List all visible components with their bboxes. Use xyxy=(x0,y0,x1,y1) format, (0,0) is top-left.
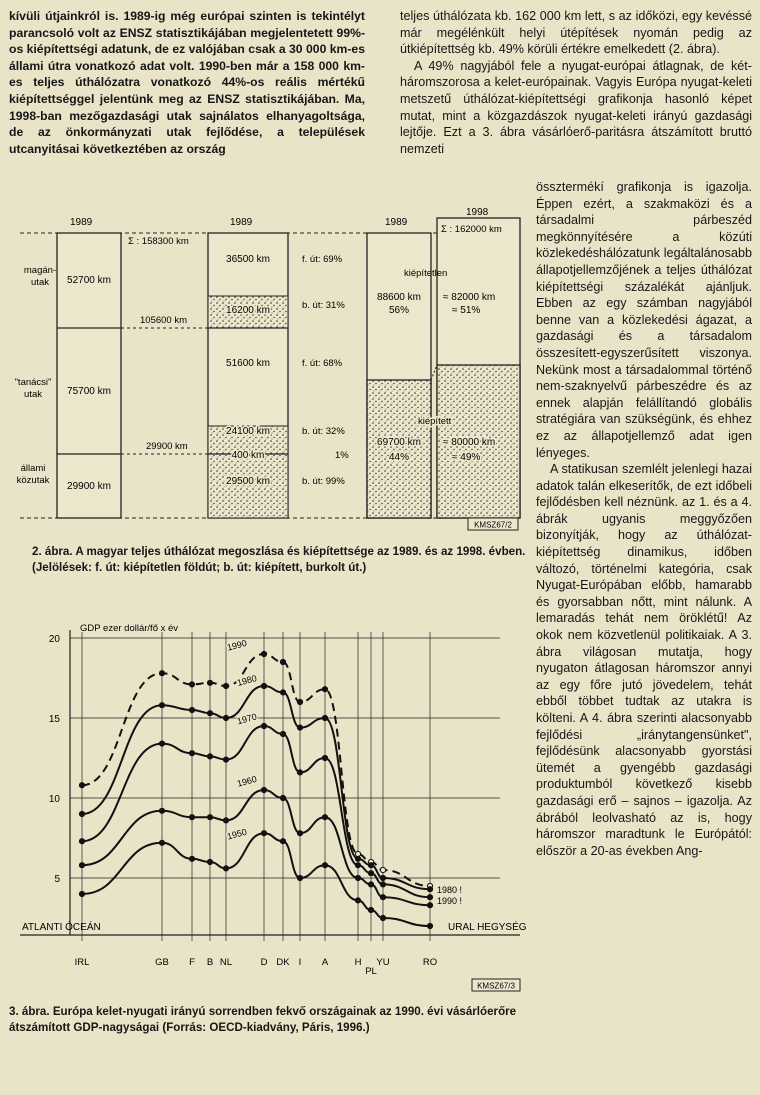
data-point-1950-D xyxy=(261,831,266,836)
x-tick-label: YU xyxy=(376,957,390,968)
y-axis-label: GDP ezer dollár/fő x év xyxy=(80,623,179,634)
data-point-1970-IRL xyxy=(79,839,84,844)
x-tick-label: RO xyxy=(422,957,438,968)
data-point-1970-D xyxy=(261,723,266,728)
data-point-1950-RO xyxy=(427,923,432,928)
x-tick-label: NL xyxy=(219,957,233,968)
data-point-1960-A xyxy=(322,815,327,820)
x-tick-label: IRL xyxy=(74,957,90,968)
right-axis-label: URAL HEGYSÉG xyxy=(448,922,527,933)
row-label-tanacsi: "tanácsi" xyxy=(14,377,52,388)
marker-29900: 29900 km xyxy=(146,441,188,452)
left-bar-tanacsi-value: 75700 km xyxy=(67,386,111,397)
end-label-1990: 1990 ! xyxy=(437,896,463,906)
mid-label-2: b. út: 31% xyxy=(302,300,345,311)
mid-label-6: b. út: 99% xyxy=(302,476,345,487)
data-point-1950-A xyxy=(322,863,327,868)
data-point-1970-I xyxy=(297,770,302,775)
data-point-1990-IRL xyxy=(79,783,84,788)
data-point-1980-YU xyxy=(380,875,385,880)
data-point-1960-H xyxy=(355,875,360,880)
right-1998-unpaved-km: ≈ 82000 km xyxy=(443,292,496,303)
left-column-top-text xyxy=(9,8,365,157)
label-kiepitett: kiépített xyxy=(418,416,452,427)
row-label-utak-2: utak xyxy=(24,389,42,400)
y-tick-label: 15 xyxy=(48,714,60,725)
x-tick-label: F xyxy=(189,957,195,968)
figure-3-gdp-chart xyxy=(0,605,530,1000)
data-point-1950-IRL xyxy=(79,891,84,896)
data-point-1970-RO xyxy=(427,895,432,900)
data-point-1960-B xyxy=(207,815,212,820)
data-point-1990-I xyxy=(297,699,302,704)
right-paragraph-3: A statikusan szemlélt jelenlegi hazai adatok talán elkeserítők, de ezt időbeli fejlődésben kell néznünk. az 1. és a 4. ábrák ugyanis meggyőzően bizonyítják, hogy az úthálózat-kiépítettség dinamikus, időben változó, történelmi kategória, csak Nyugat-Európában előbb, hamarabb és gyorsabban nőtt, mint nálunk. A lemaradás tehát nem öröklétű! Az okok nem közvetlenül politikaiak. A 3. ábra világosan mutatja, hogy nyugaton átlagosan háromszor annyi az egy főre jutó jövedelem, tehát ebből többet tudtak az utakra is költeni. A 4. ábra szerinti alacsonyabb fejlődési „iránytangensünket", fejlődésünk alacsonyabb gyorstási ütemét a gyengébb gazdasági produktumból következő kisebb gazdasági erő – sajnos – igazolja. Az ábrából leolvasható az is, hogy háromszor maradtunk le Európától: először a 20-as években Ang- xyxy=(536,462,752,858)
data-point-1950-I xyxy=(297,875,302,880)
data-point-1960-I xyxy=(297,831,302,836)
data-point-1980-NL xyxy=(223,715,228,720)
data-point-1980-DK xyxy=(280,690,285,695)
figure-2-road-network-diagram xyxy=(0,200,530,535)
left-paragraph: kívüli útjainkról is. 1989-ig még európai szinten is tekintélyt parancsoló volt az ENSZ statisztikájában megjelentetett 99%-os kiépítettségi adatunk, de ez valójában csak a 30 000 km-es állami útra vonatkozó adat volt. 1990-ben már a 158 000 km-es teljes úthálózatra vonatkozó 44%-os reális mértékű kiépítettséggel jelentünk meg az ENSZ statisztikájában. Ma, 1998-ban mezőgazdasági utak sajnálatos elhanyagoltsága, de az önkormányzati utak fejlődése, a települések utcanyitásai következtében az ország xyxy=(9,9,365,156)
right-column-narrow-text xyxy=(536,179,752,859)
year-label-right-1989: 1989 xyxy=(385,217,408,228)
data-point-1990-GB xyxy=(159,671,164,676)
right-column-top-text xyxy=(400,8,752,157)
mid-bar-value-3: 51600 km xyxy=(226,358,270,369)
sum-1998: Σ : 162000 km xyxy=(441,224,502,235)
data-point-1980-RO xyxy=(427,887,432,892)
data-point-1950-GB xyxy=(159,840,164,845)
data-point-1950-DK xyxy=(280,839,285,844)
mid-bar-value-1: 36500 km xyxy=(226,254,270,265)
data-point-1960-IRL xyxy=(79,863,84,868)
data-point-1980-F xyxy=(189,707,194,712)
series-label-1980: 1980 xyxy=(235,673,258,688)
left-bar-magan-value: 52700 km xyxy=(67,275,111,286)
chart-series xyxy=(79,651,432,928)
right-1998-unpaved-pct: ≈ 51% xyxy=(452,305,481,316)
data-point-1950-NL xyxy=(223,866,228,871)
x-tick-label: DK xyxy=(276,957,290,968)
data-point-1990-DK xyxy=(280,659,285,664)
data-point-1970-H xyxy=(355,863,360,868)
data-point-1970-A xyxy=(322,755,327,760)
data-point-1960-D xyxy=(261,787,266,792)
data-point-1970-PL xyxy=(368,871,373,876)
data-point-1990-D xyxy=(261,651,266,656)
data-point-1960-DK xyxy=(280,795,285,800)
right-1989-unpaved-km: 88600 km xyxy=(377,292,421,303)
data-point-1960-PL xyxy=(368,882,373,887)
mid-bar-value-4: 24100 km xyxy=(226,426,270,437)
figure-3-code: KMSZ67/3 xyxy=(477,981,515,991)
mid-label-3: f. út: 68% xyxy=(302,358,343,369)
data-point-1990-B xyxy=(207,680,212,685)
x-tick-label: I xyxy=(298,957,302,968)
data-point-1970-F xyxy=(189,751,194,756)
figure-2-caption: 2. ábra. A magyar teljes úthálózat megoszlása és kiépítettsége az 1989. és az 1998. évben. (Jelölések: f. út: kiépítetlen földút; b. út: kiépített, burkolt út.) xyxy=(32,545,526,574)
series-label-1960: 1960 xyxy=(235,773,258,789)
row-label-allami: állami xyxy=(20,463,46,474)
year-label-right-1998: 1998 xyxy=(466,207,489,218)
left-bar-allami-value: 29900 km xyxy=(67,481,111,492)
data-point-1970-B xyxy=(207,754,212,759)
x-tick-label: B xyxy=(206,957,214,968)
marker-105600: 105600 km xyxy=(140,315,188,326)
data-point-1980-PL xyxy=(368,863,373,868)
right-1998-paved-pct: ≈ 49% xyxy=(452,452,481,463)
mid-label-4: b. út: 32% xyxy=(302,426,345,437)
data-point-1960-YU xyxy=(380,895,385,900)
mid-bar-value-5: 400 km xyxy=(231,450,265,461)
data-point-1960-F xyxy=(189,815,194,820)
data-point-1980-B xyxy=(207,711,212,716)
data-point-1950-F xyxy=(189,856,194,861)
data-point-1980-H xyxy=(355,856,360,861)
row-label-kozutak: közutak xyxy=(16,475,50,486)
x-tick-label: PL xyxy=(365,966,377,977)
data-point-1970-NL xyxy=(223,757,228,762)
year-label-mid: 1989 xyxy=(230,217,253,228)
x-tick-label: H xyxy=(354,957,362,968)
data-point-1950-YU xyxy=(380,915,385,920)
data-point-1990-NL xyxy=(223,683,228,688)
right-1998-paved-km: ≈ 80000 km xyxy=(443,437,496,448)
right-paragraph-2-continued: össztermékí grafikonja is igazolja. Éppen ezért, a szakmaközi és a társadalmi párbeszéd megkönnyítésére a közúti közlekedéshálózatunk legáltalánosabb állapotjellemzőjének a teljes úthálózat kiépítettségi százalékát ajánljuk. Ebben az egy számban nagyjából benne van a közlekedési ágazat, a gazdasági és a társadalom összesített-egyszerűsített viszonya. Nekünk most a társadalommal történő nem-szaknyelvű párbeszédre és az ennek alapján felállítandó globális stratégiára van szükségünk, és ehhez ez az állapotjellemző adat igen lényeges. xyxy=(536,180,752,460)
data-point-1990-F xyxy=(189,682,194,687)
y-tick-label: 20 xyxy=(48,634,60,645)
data-point-1970-GB xyxy=(159,741,164,746)
data-point-1990-YU xyxy=(380,867,385,872)
end-label-1980: 1980 ! xyxy=(437,885,463,895)
data-point-1980-GB xyxy=(159,703,164,708)
y-tick-label: 10 xyxy=(48,794,60,805)
mid-label-1: f. út: 69% xyxy=(302,254,343,265)
series-label-1990: 1990 xyxy=(225,637,248,653)
x-tick-label: GB xyxy=(155,957,169,968)
year-label-left: 1989 xyxy=(70,217,93,228)
y-tick-label: 5 xyxy=(54,874,60,885)
data-point-1970-DK xyxy=(280,731,285,736)
mid-bar-value-2: 16200 km xyxy=(226,305,270,316)
row-label-utak-1: utak xyxy=(31,277,49,288)
mid-label-5: 1% xyxy=(335,450,349,461)
data-point-1990-A xyxy=(322,687,327,692)
series-label-1970: 1970 xyxy=(235,711,258,727)
x-tick-label: A xyxy=(321,957,329,968)
data-point-1980-IRL xyxy=(79,811,84,816)
right-paragraph-1: teljes úthálózata kb. 162 000 km lett, s az időközi, egy kevéssé már megélénkült helyi útépítések nyomán pedig az útkiépítettség kb. 49% körüli értékre emelkedett (2. ábra). xyxy=(400,9,752,57)
right-1989-unpaved-pct: 56% xyxy=(388,305,410,316)
right-paragraph-2: A 49% nagyjából fele a nyugat-európai átlagnak, de két-háromszorosa a kelet-európainak. Vagyis Európa nyugat-keleti metszetű úthálózat-kiépítettségi grafikonja hasonló képet mutat, mint a közgazdászok nyugat-keleti irányú gazdasági lejtője. Ezt a 3. ábra vásárlóerő-paritásra átszámított bruttó nemzeti xyxy=(400,58,752,156)
data-point-1980-A xyxy=(322,715,327,720)
right-1989-paved-pct: 44% xyxy=(388,452,410,463)
data-point-1950-PL xyxy=(368,907,373,912)
data-point-1970-YU xyxy=(380,882,385,887)
mid-bar-value-6: 29500 km xyxy=(226,476,270,487)
figure-2-code: KMSZ67/2 xyxy=(474,520,512,530)
left-axis-label: ATLANTI ÓCEÁN xyxy=(22,922,101,933)
x-tick-label: D xyxy=(260,957,268,968)
data-point-1960-GB xyxy=(159,808,164,813)
series-line-1960 xyxy=(82,790,430,905)
data-point-1980-D xyxy=(261,683,266,688)
sum-1989: Σ : 158300 km xyxy=(128,236,189,247)
data-point-1950-B xyxy=(207,859,212,864)
right-1989-paved-km: 69700 km xyxy=(377,437,421,448)
data-point-1980-I xyxy=(297,725,302,730)
series-label-1950: 1950 xyxy=(225,826,248,842)
data-point-1960-RO xyxy=(427,903,432,908)
row-label-magan: magán- xyxy=(23,265,57,276)
data-point-1950-H xyxy=(355,898,360,903)
figure-3-caption: 3. ábra. Európa kelet-nyugati irányú sorrendben fekvő országainak az 1990. évi vásárlóerőre átszámított GDP-nagyságai (Forrás: OECD-kiadvány, Páris, 1996.) xyxy=(9,1005,517,1034)
label-kiepitetlen: kiépítetlen xyxy=(404,268,448,279)
data-point-1960-NL xyxy=(223,818,228,823)
